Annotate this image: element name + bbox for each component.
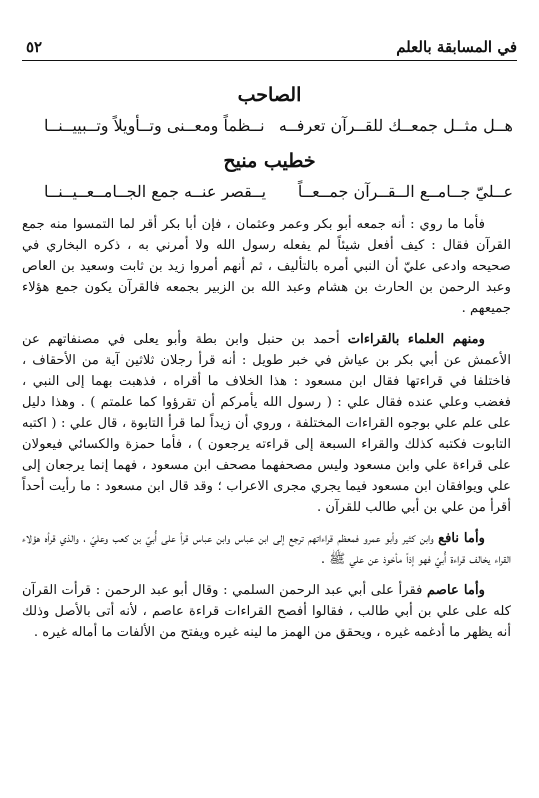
paragraph-lead: وأما نافع xyxy=(438,531,486,546)
section-heading-sahib: الصاحب xyxy=(237,84,302,106)
paragraph xyxy=(22,528,511,570)
section-heading-khatib: خطيب منيح xyxy=(223,150,316,172)
body-text xyxy=(22,214,511,643)
paragraph-lead: وأما عاصم xyxy=(427,583,485,598)
page-header xyxy=(22,36,517,61)
page-number: ٥٢ xyxy=(26,38,43,56)
paragraph-lead: ومنهم العلماء بالقراءات xyxy=(347,332,485,347)
paragraph xyxy=(22,329,511,518)
paragraph-text: فقرأ على أبي عبد الرحمن السلمي : وقال أبو عبد الرحمن : قرأت القرآن كله على علي بن أبي طالب ، فقالوا أفصح القراءات قراءة عاصم ، لأنه أتى بالأصل وذلك أنه يظهر ما أدغمه غيره ، ويحقق من الهمز ما لينه غيره ويفتح من الألفات ما أماله غيره . xyxy=(22,583,511,640)
paragraph xyxy=(22,580,511,643)
running-title: في المسابقة بالعلم xyxy=(396,38,517,56)
verse-line-1 xyxy=(44,116,513,138)
verse-2-first-hemistich: عــليّ جــامــع الــقــرآن جمــعــاً xyxy=(297,182,513,201)
verse-1-first-hemistich: هــل مثــل جمعــك للقــرآن تعرفــه xyxy=(278,116,513,135)
paragraph-text: أحمد بن حنبل وابن بطة وأبو يعلى في مصنفاتهم عن الأعمش عن أبي بكر بن عياش في خبر طويل : أنه قرأ رجلان ثلاثين آية من الأحقاف ، فاختلفا في قراءتها فقال ابن مسعود : هذا الخلاف ما أقراه ، فذهبت بهما إلى النبي ، فغضب وعلي عنده فقال علي : ( رسول الله يأمركم أن تقرؤوا كما علمتم ) . وهذا دليل على علم علي بوجوه القراءات المختلفة ، وروي أن زيداً لما قرأ التابوة ، قال علي : ( اكتبه التابوت فكتبه كذلك والقراء السبعة إلى قراءته يرجعون ) ، فأما حمزة والكسائي فيعولان على قراءة علي وابن مسعود وليس مصحفهما مصحف ابن مسعود ، فهما إنما يرجعان إلى علي ويوافقان ابن مسعود فيما يجري مجرى الاعراب ؛ وقد قال ابن مسعود : ما رأيت أحداً أقرأ من علي بن أبي طالب للقرآن . xyxy=(22,332,511,515)
verse-1-second-hemistich: نــظماً ومعــنى وتــأويلاً وتــبييــنــا xyxy=(44,116,265,135)
paragraph xyxy=(22,214,511,319)
paragraph-text: وابن كثير وأبو عمرو فمعظم قراءاتهم ترجع إلى ابن عباس وابن عباس قرأ على أُبيّ بن كعب وعليّ ، والذي قرأه هؤلاء القراء يخالف قراءة أُبيّ فهو إذاً مأخوذ عن علي ﷺ . xyxy=(22,531,511,567)
paragraph-text: فأما ما روي : أنه جمعه أبو بكر وعمر وعثمان ، فإن أبا بكر أقر لما التمسوا منه جمع القرآن فقال : كيف أفعل شيئاً لم يفعله رسول الله ولا أمرني به ، ذكره البخاري في صحيحه وادعى عليّ أن النبي أمره بالتأليف ، ثم أنهم أمروا زيد بن ثابت وسعيد بن العاص وعبد الرحمن بن الحارث بن هشام وعبد الله بن الزبير بجمعه فالقرآن يكون جمع هؤلاء جميعهم . xyxy=(22,217,511,316)
verse-2-second-hemistich: يــقصر عنــه جمع الجــامــعــيــنــا xyxy=(44,182,267,201)
verse-line-2 xyxy=(44,182,513,204)
